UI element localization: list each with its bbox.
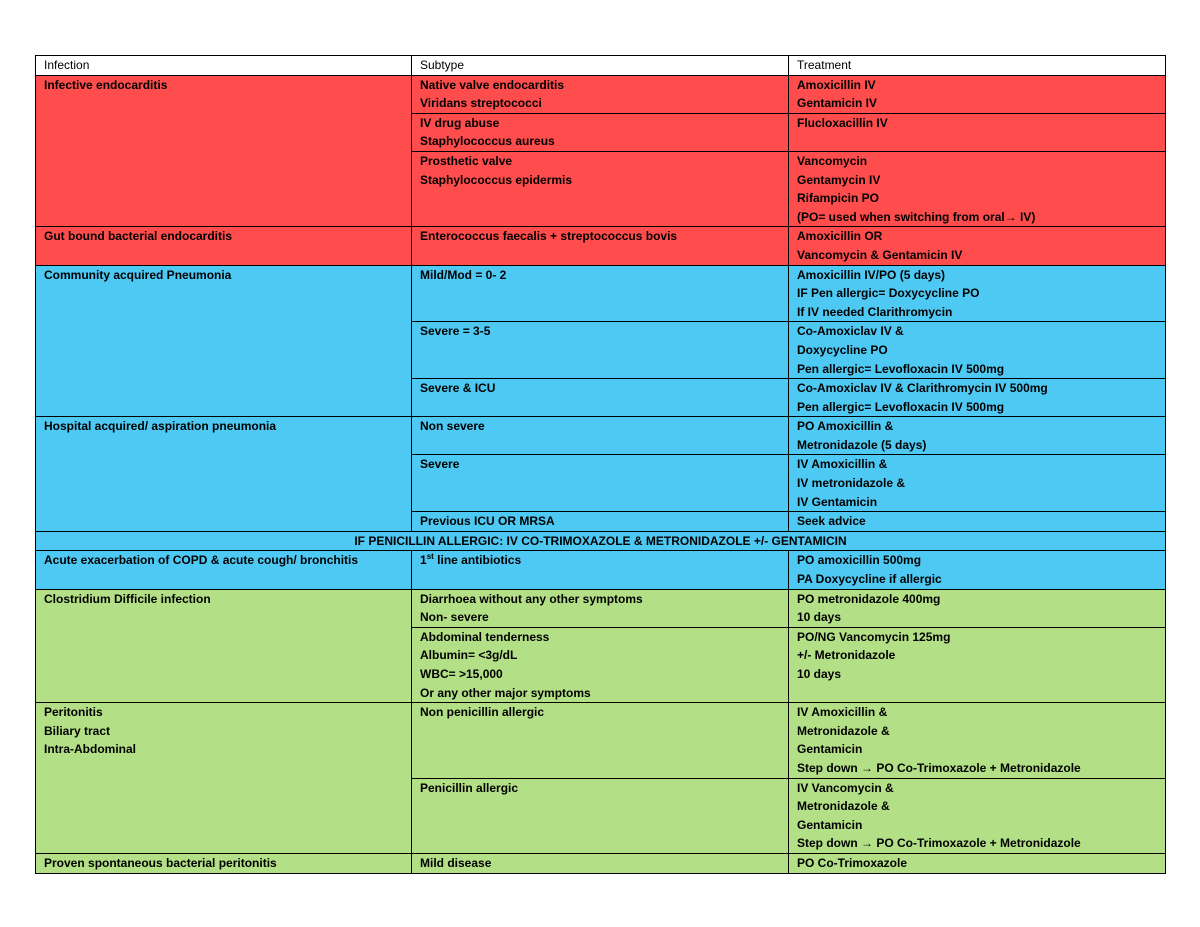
- subtype-cell: Severe: [412, 455, 789, 512]
- antibiotic-guideline-table: [35, 55, 1166, 874]
- treatment-cell: PO Co-Trimoxazole: [789, 853, 1166, 873]
- treatment-cell: Flucloxacillin IV: [789, 113, 1166, 151]
- subtype-cell: Severe = 3-5: [412, 322, 789, 379]
- treatment-cell: Amoxicillin OR Vancomycin & Gentamicin IV: [789, 227, 1166, 265]
- table-row: [36, 703, 1166, 778]
- table-row: [36, 227, 1166, 265]
- table-row: [36, 551, 1166, 589]
- subtype-cell: Prosthetic valve Staphylococcus epidermis: [412, 151, 789, 226]
- table-row: [36, 75, 1166, 113]
- treatment-cell: IV Amoxicillin & Metronidazole & Gentamicin Step down → PO Co-Trimoxazole + Metronidazole: [789, 703, 1166, 778]
- table-row: [36, 853, 1166, 873]
- treatment-cell: IV Vancomycin & Metronidazole & Gentamicin Step down → PO Co-Trimoxazole + Metronidazole: [789, 778, 1166, 853]
- treatment-cell: Co-Amoxiclav IV & Doxycycline PO Pen allergic= Levofloxacin IV 500mg: [789, 322, 1166, 379]
- subtype-cell: Penicillin allergic: [412, 778, 789, 853]
- treatment-cell: IV Amoxicillin & IV metronidazole & IV Gentamicin: [789, 455, 1166, 512]
- subtype-cell: Diarrhoea without any other symptoms Non- severe: [412, 589, 789, 627]
- subtype-cell: Mild disease: [412, 853, 789, 873]
- infection-cell: Gut bound bacterial endocarditis: [36, 227, 412, 265]
- subtype-cell: Severe & ICU: [412, 379, 789, 417]
- treatment-cell: Co-Amoxiclav IV & Clarithromycin IV 500mg Pen allergic= Levofloxacin IV 500mg: [789, 379, 1166, 417]
- header-treatment: Treatment: [789, 56, 1166, 76]
- subtype-cell: Previous ICU OR MRSA: [412, 512, 789, 532]
- subtype-cell: Non penicillin allergic: [412, 703, 789, 778]
- treatment-cell: Amoxicillin IV/PO (5 days) IF Pen allergic= Doxycycline PO If IV needed Clarithromycin: [789, 265, 1166, 322]
- subtype-cell: Mild/Mod = 0- 2: [412, 265, 789, 322]
- infection-cell: Proven spontaneous bacterial peritonitis: [36, 853, 412, 873]
- subtype-cell: IV drug abuse Staphylococcus aureus: [412, 113, 789, 151]
- header-subtype: Subtype: [412, 56, 789, 76]
- treatment-cell: Seek advice: [789, 512, 1166, 532]
- treatment-cell: PO amoxicillin 500mg PA Doxycycline if allergic: [789, 551, 1166, 589]
- table-row: [36, 265, 1166, 322]
- header-infection: Infection: [36, 56, 412, 76]
- infection-cell: Clostridium Difficile infection: [36, 589, 412, 703]
- treatment-cell: Vancomycin Gentamycin IV Rifampicin PO (PO= used when switching from oral→ IV): [789, 151, 1166, 226]
- table-row: [36, 589, 1166, 627]
- table-row: [36, 531, 1166, 551]
- subtype-cell: Non severe: [412, 417, 789, 455]
- header-row: [36, 56, 1166, 76]
- treatment-cell: PO/NG Vancomycin 125mg +/- Metronidazole 10 days: [789, 627, 1166, 702]
- infection-cell: Acute exacerbation of COPD & acute cough/ bronchitis: [36, 551, 412, 589]
- infection-cell: Hospital acquired/ aspiration pneumonia: [36, 417, 412, 532]
- subtype-cell: 1st line antibiotics: [412, 551, 789, 589]
- penicillin-allergy-banner: IF PENICILLIN ALLERGIC: IV CO-TRIMOXAZOLE & METRONIDAZOLE +/- GENTAMICIN: [36, 531, 1166, 551]
- infection-cell: Infective endocarditis: [36, 75, 412, 227]
- infection-cell: Community acquired Pneumonia: [36, 265, 412, 417]
- treatment-cell: PO metronidazole 400mg 10 days: [789, 589, 1166, 627]
- table-row: [36, 417, 1166, 455]
- treatment-cell: Amoxicillin IV Gentamicin IV: [789, 75, 1166, 113]
- infection-cell: Peritonitis Biliary tract Intra-Abdominal: [36, 703, 412, 854]
- subtype-cell: Native valve endocarditis Viridans streptococci: [412, 75, 789, 113]
- treatment-cell: PO Amoxicillin & Metronidazole (5 days): [789, 417, 1166, 455]
- subtype-cell: Enterococcus faecalis + streptococcus bovis: [412, 227, 789, 265]
- subtype-cell: Abdominal tenderness Albumin= <3g/dL WBC= >15,000 Or any other major symptoms: [412, 627, 789, 702]
